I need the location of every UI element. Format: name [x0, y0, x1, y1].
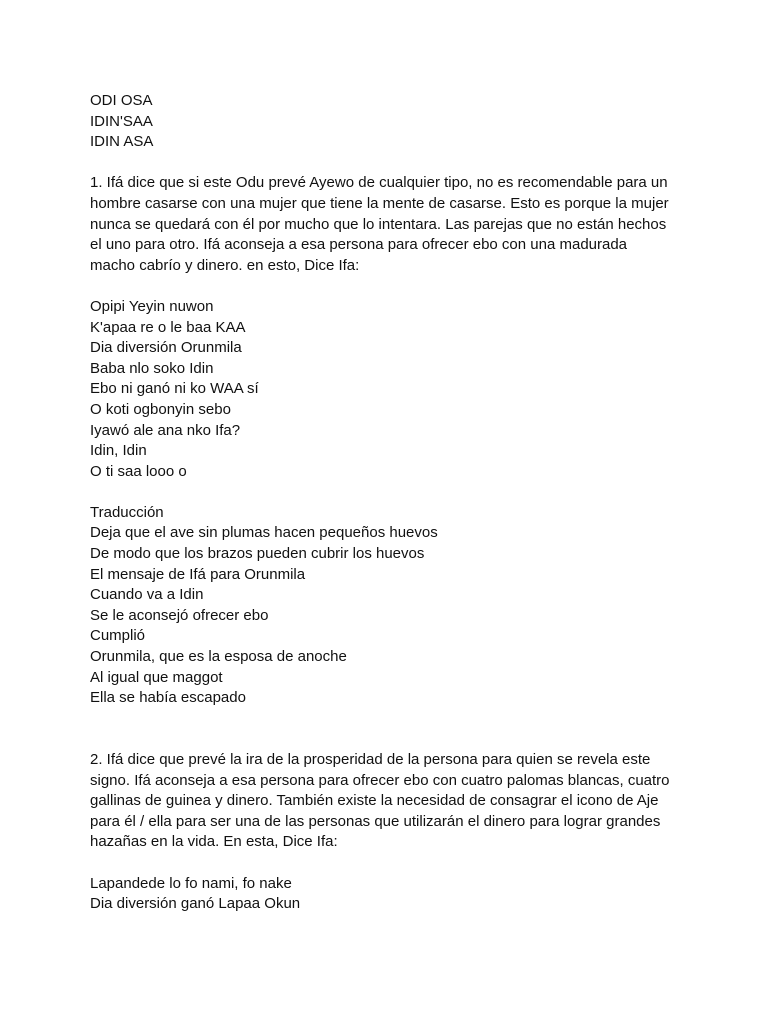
section-1-paragraph: [90, 173, 690, 276]
translation-line: Orunmila, que es la esposa de anoche: [90, 648, 347, 666]
verse-line: Iyawó ale ana nko Ifa?: [90, 421, 241, 439]
header-line: IDIN ASA: [90, 133, 154, 151]
section-2-paragraph: [90, 750, 690, 853]
paragraph-line: nunca se quedará con él por mucho que lo intentara. Las parejas que no están hechos: [90, 215, 667, 233]
paragraph-line: macho cabrío y dinero. en esto, Dice Ifa:: [90, 256, 360, 274]
verse-line: Lapandede lo fo nami, fo nake: [90, 874, 292, 892]
paragraph-line: hombre casarse con una mujer que tiene la mente de casarse. Esto es porque la mujer: [90, 194, 669, 212]
translation-line: Cuando va a Idin: [90, 586, 204, 604]
paragraph-line: gallinas de guinea y dinero. También existe la necesidad de consagrar el icono de Aje: [90, 792, 659, 810]
verse-line: O ti saa looo o: [90, 462, 187, 480]
spacer: [90, 153, 690, 174]
spacer: [90, 482, 690, 503]
translation-line: Ella se había escapado: [90, 689, 246, 707]
document-header: [90, 91, 690, 153]
section-1-verse: [90, 297, 690, 482]
translation-heading: Traducción: [90, 503, 164, 521]
paragraph-line: signo. Ifá aconseja a esa persona para ofrecer ebo con cuatro palomas blancas, cuatro: [90, 771, 670, 789]
paragraph-line: hazañas en la vida. En esta, Dice Ifa:: [90, 833, 338, 851]
verse-line: Opipi Yeyin nuwon: [90, 297, 214, 315]
document-body: [90, 91, 690, 915]
translation-line: De modo que los brazos pueden cubrir los huevos: [90, 545, 425, 563]
header-line: IDIN'SAA: [90, 112, 153, 130]
translation-line: Cumplió: [90, 627, 146, 645]
translation-line: Al igual que maggot: [90, 668, 223, 686]
header-line: ODI OSA: [90, 92, 153, 109]
spacer: [90, 853, 690, 874]
verse-line: Ebo ni ganó ni ko WAA sí: [90, 380, 259, 398]
paragraph-line: el uno para otro. Ifá aconseja a esa persona para ofrecer ebo con una madurada: [90, 236, 628, 254]
translation-line: Se le aconsejó ofrecer ebo: [90, 606, 269, 624]
paragraph-line: 2. Ifá dice que prevé la ira de la prosperidad de la persona para quien se revela este: [90, 751, 651, 768]
paragraph-line: 1. Ifá dice que si este Odu prevé Ayewo de cualquier tipo, no es recomendable para un: [90, 174, 668, 192]
verse-line: Idin, Idin: [90, 442, 147, 460]
section-2-verse: [90, 874, 690, 915]
verse-line: Baba nlo soko Idin: [90, 359, 214, 377]
spacer: [90, 709, 690, 750]
verse-line: K'apaa re o le baa KAA: [90, 318, 246, 336]
section-1-translation: [90, 503, 690, 709]
translation-line: Deja que el ave sin plumas hacen pequeños huevos: [90, 524, 438, 542]
translation-line: El mensaje de Ifá para Orunmila: [90, 565, 306, 583]
verse-line: O koti ogbonyin sebo: [90, 400, 231, 418]
paragraph-line: para él / ella para ser una de las personas que utilizarán el dinero para lograr grandes: [90, 812, 661, 830]
verse-line: Dia diversión ganó Lapaa Okun: [90, 895, 301, 913]
verse-line: Dia diversión Orunmila: [90, 339, 242, 357]
spacer: [90, 276, 690, 297]
